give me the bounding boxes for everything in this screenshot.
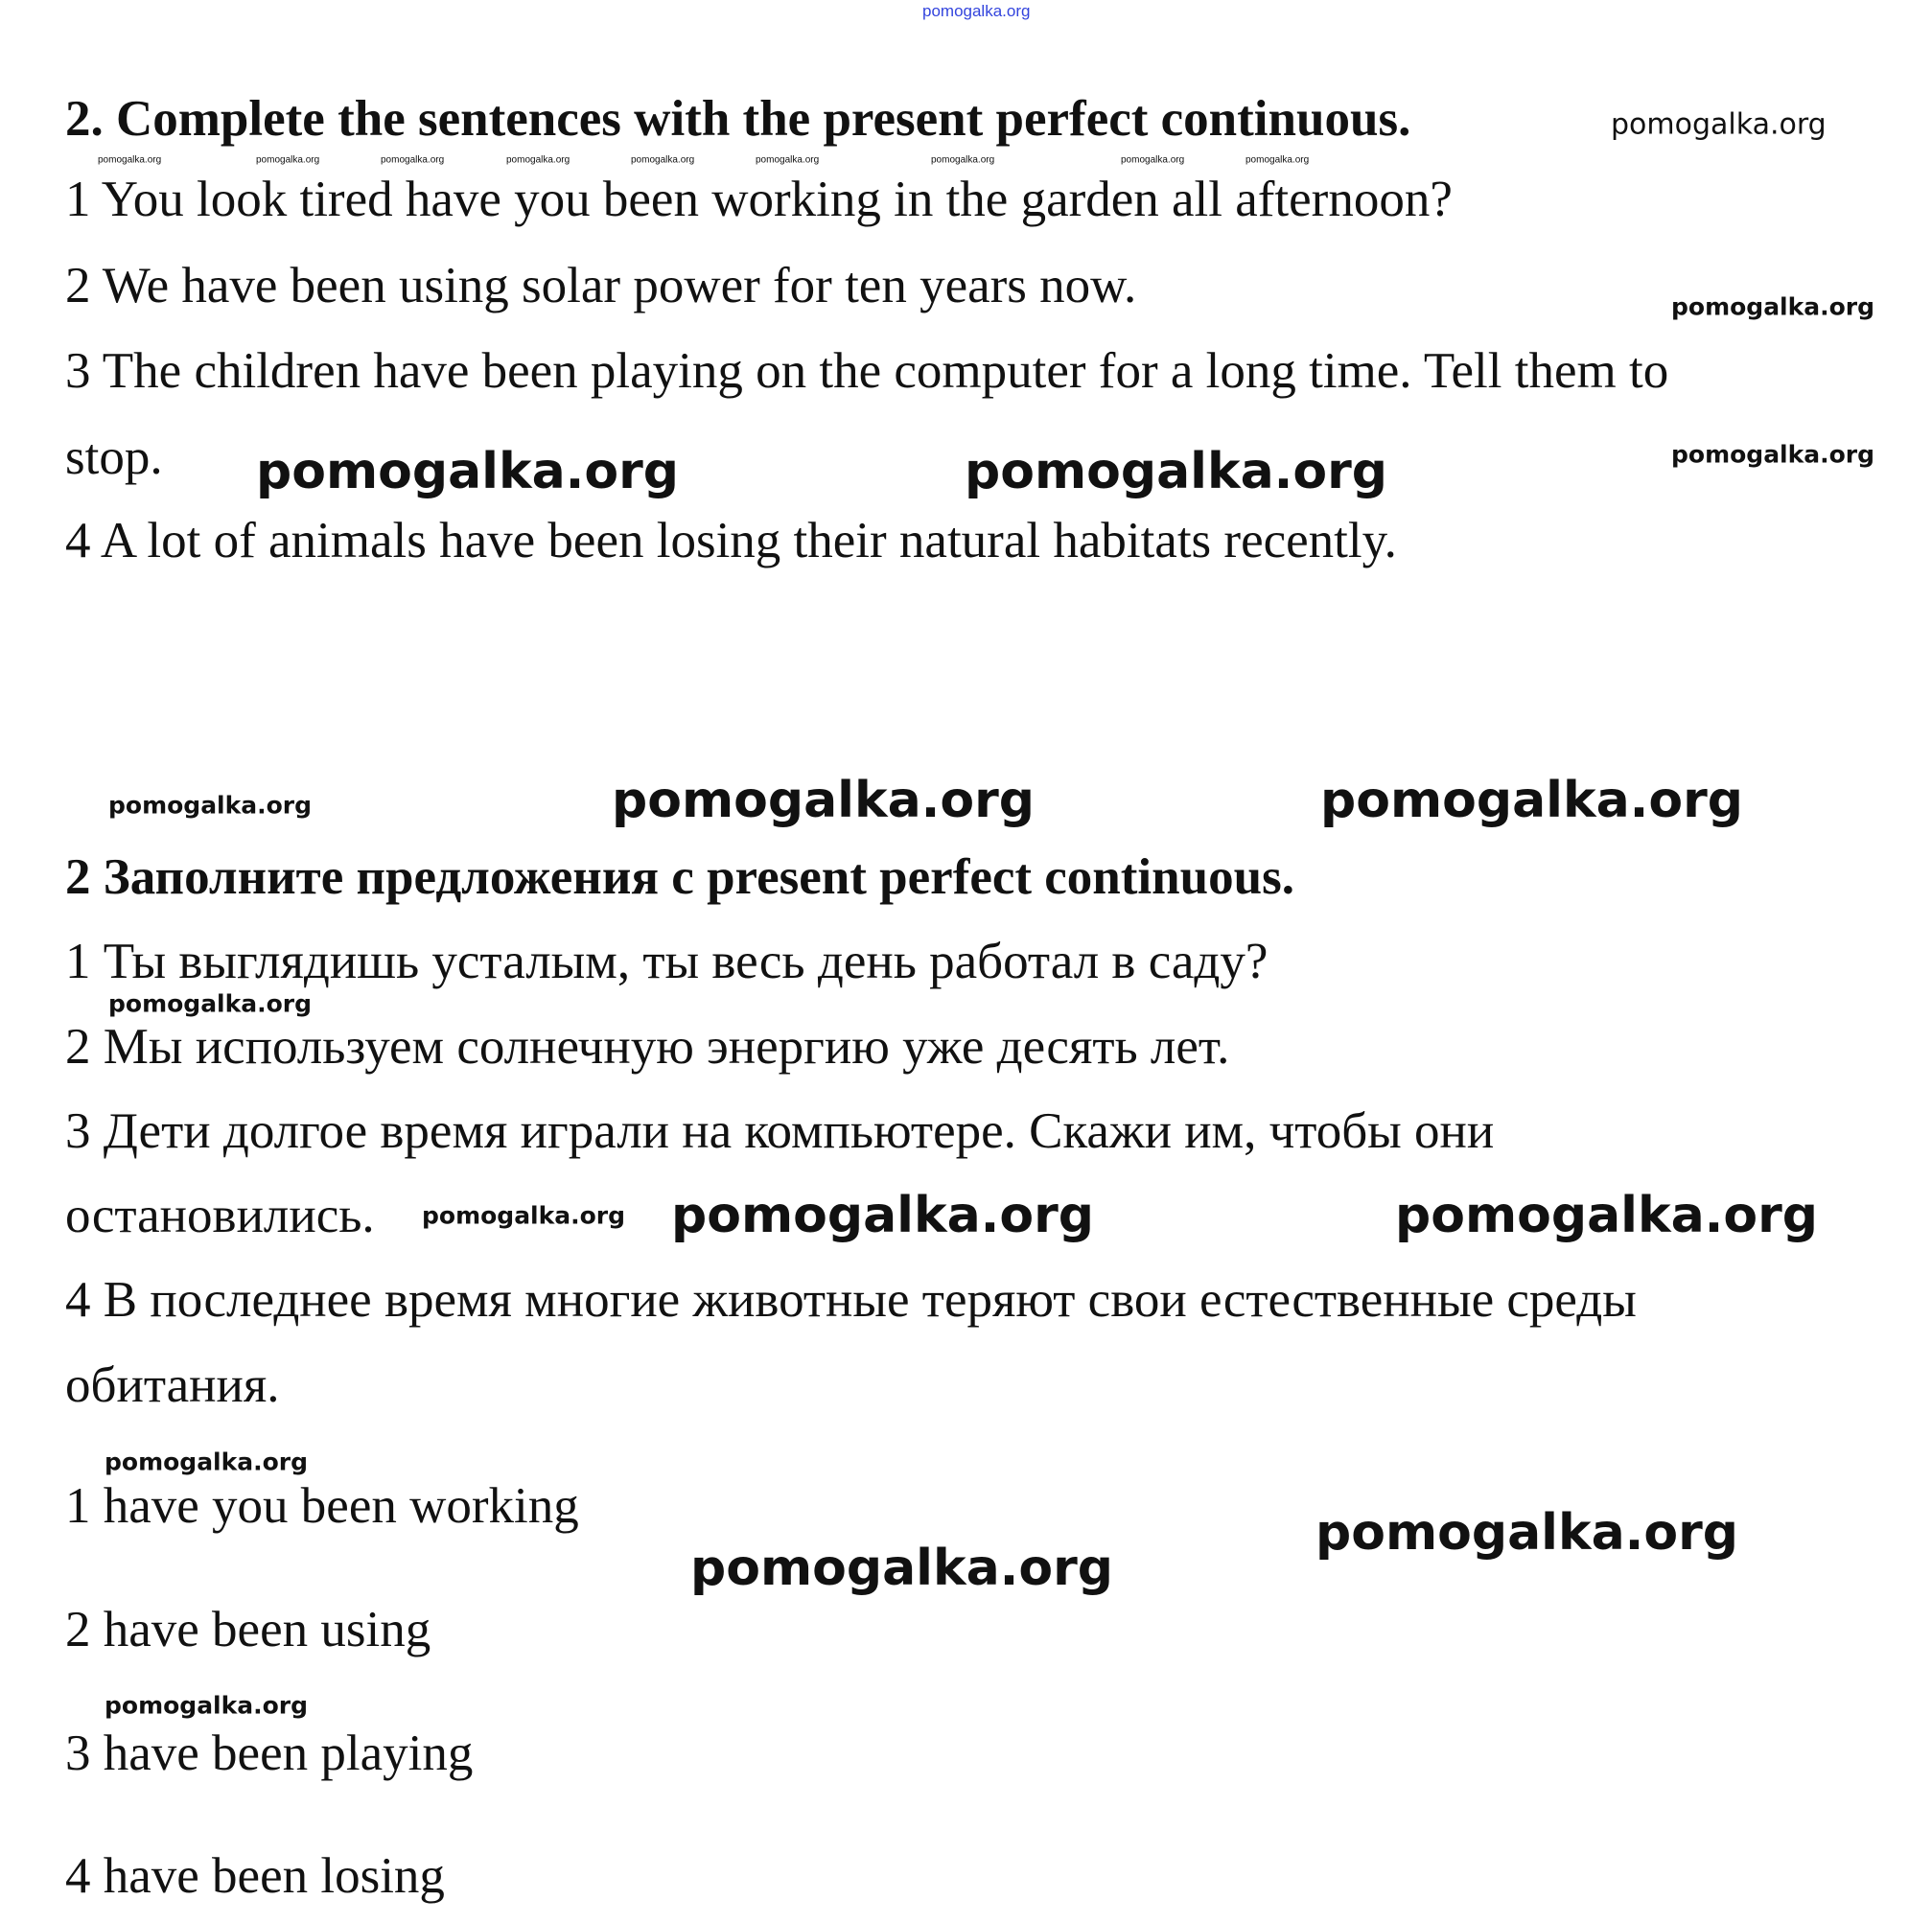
watermark: pomogalka.org — [381, 154, 445, 166]
watermark: pomogalka.org — [108, 989, 313, 1018]
watermark: pomogalka.org — [631, 154, 695, 166]
sentence: 2 Мы используем солнечную энергию уже десять лет. — [65, 1019, 1230, 1075]
sentence: 1 Ты выглядишь усталым, ты весь день работал в саду? — [65, 934, 1269, 989]
watermark: pomogalka.org — [256, 443, 680, 500]
watermark: pomogalka.org — [256, 154, 320, 166]
answer: 4 have been losing — [65, 1848, 445, 1904]
sentence: stop. — [65, 429, 163, 485]
answer: 3 have been playing — [65, 1726, 474, 1781]
watermark: pomogalka.org — [1671, 292, 1875, 321]
watermark: pomogalka.org — [922, 2, 1031, 20]
exercise-title-russian: 2 Заполните предложения с present perfect continuous. — [65, 849, 1294, 905]
sentence: 3 The children have been playing on the computer for a long time. Tell them to — [65, 343, 1669, 399]
sentence: 1 You look tired have you been working in the garden all afternoon? — [65, 172, 1453, 227]
watermark: pomogalka.org — [108, 791, 313, 820]
watermark: pomogalka.org — [1320, 772, 1744, 829]
watermark: pomogalka.org — [506, 154, 570, 166]
sentence: остановились. — [65, 1188, 375, 1243]
watermark: pomogalka.org — [105, 1448, 309, 1476]
watermark: pomogalka.org — [690, 1540, 1114, 1597]
sentence: 4 A lot of animals have been losing their natural habitats recently. — [65, 513, 1397, 568]
watermark: pomogalka.org — [1121, 154, 1185, 166]
sentence: обитания. — [65, 1357, 280, 1413]
answer: 2 have been using — [65, 1602, 431, 1657]
watermark: pomogalka.org — [98, 154, 162, 166]
watermark: pomogalka.org — [1395, 1187, 1819, 1244]
watermark: pomogalka.org — [965, 443, 1388, 500]
exercise-title-english: 2. Complete the sentences with the present perfect continuous. — [65, 91, 1411, 147]
sentence: 3 Дети долгое время играли на компьютере. Скажи им, чтобы они — [65, 1103, 1495, 1159]
watermark: pomogalka.org — [1611, 107, 1827, 142]
watermark: pomogalka.org — [612, 772, 1036, 829]
watermark: pomogalka.org — [756, 154, 820, 166]
watermark: pomogalka.org — [422, 1201, 626, 1230]
watermark: pomogalka.org — [1671, 440, 1875, 469]
sentence: 2 We have been using solar power for ten years now. — [65, 258, 1137, 313]
watermark: pomogalka.org — [671, 1187, 1095, 1244]
sentence: 4 В последнее время многие животные теряют свои естественные среды — [65, 1272, 1637, 1328]
watermark: pomogalka.org — [105, 1691, 309, 1720]
watermark: pomogalka.org — [1315, 1504, 1739, 1562]
answer: 1 have you been working — [65, 1478, 579, 1534]
watermark: pomogalka.org — [1245, 154, 1310, 166]
watermark: pomogalka.org — [931, 154, 995, 166]
